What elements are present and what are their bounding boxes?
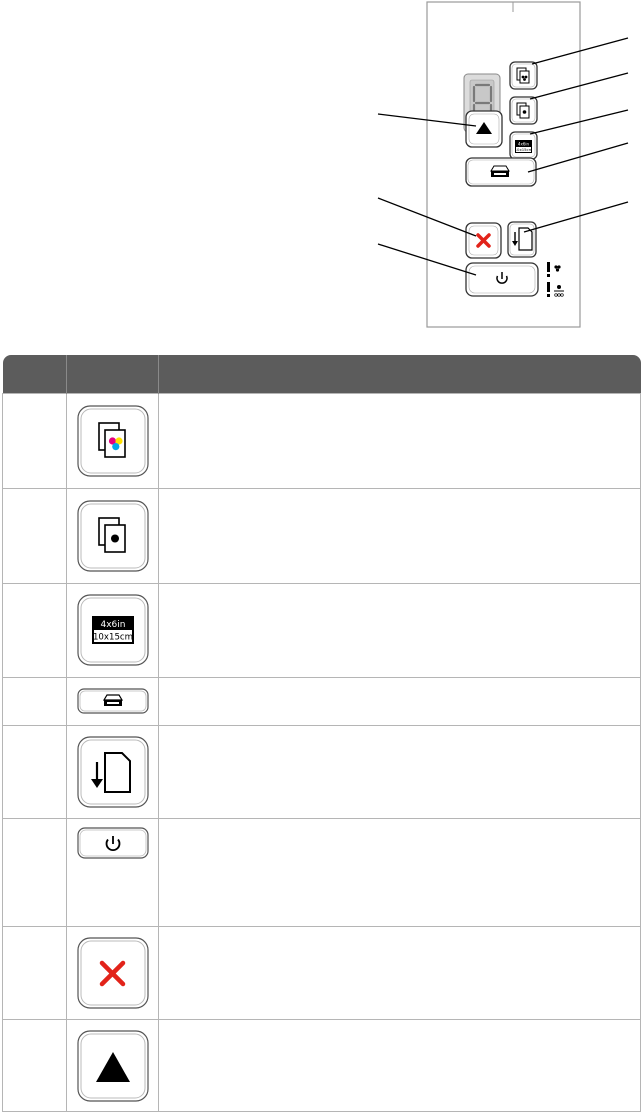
control-panel-diagram (0, 0, 642, 340)
row-number (3, 725, 67, 819)
row-number (3, 926, 67, 1020)
power-button[interactable] (466, 263, 538, 296)
panel-photo-bottom-label: 10x15cm (514, 147, 533, 152)
scan-button[interactable] (466, 158, 536, 186)
row-description (159, 394, 641, 489)
panel-photo-top-label: 4x6in (517, 141, 530, 147)
column-header-icon (67, 355, 159, 394)
row-number (3, 488, 67, 583)
row-description (159, 819, 641, 926)
table-row (3, 725, 641, 819)
table-row (3, 583, 641, 678)
row-description (159, 678, 641, 725)
photo-bottom-label: 10x15cm (92, 632, 133, 643)
row-number (3, 678, 67, 725)
photo-4x6-icon (77, 594, 149, 666)
up-arrow-icon (77, 1030, 149, 1102)
column-header-description (159, 355, 641, 394)
table-row (3, 678, 641, 725)
table-header-row (3, 355, 641, 394)
button-description-table (2, 355, 641, 1112)
row-number (3, 583, 67, 678)
color-copy-icon (77, 405, 149, 477)
table-row (3, 819, 641, 926)
color-copy-button[interactable] (510, 62, 537, 89)
photo-top-label: 4x6in (100, 620, 125, 631)
copies-up-button[interactable] (466, 111, 502, 147)
table-row (3, 926, 641, 1020)
row-number (3, 819, 67, 926)
row-number (3, 394, 67, 489)
column-header-number (3, 355, 67, 394)
cancel-x-icon (77, 937, 149, 1009)
black-copy-button[interactable] (510, 97, 537, 124)
row-number (3, 1020, 67, 1112)
table-row (3, 394, 641, 489)
photo-copy-button[interactable] (510, 132, 537, 159)
row-description (159, 926, 641, 1020)
row-description (159, 725, 641, 819)
row-description (159, 583, 641, 678)
row-description (159, 1020, 641, 1112)
paper-feed-button[interactable] (508, 222, 536, 257)
table-row (3, 1020, 641, 1112)
scanner-icon (77, 688, 149, 714)
paper-feed-icon (77, 736, 149, 808)
row-description (159, 488, 641, 583)
cancel-button[interactable] (466, 223, 501, 258)
power-icon (77, 827, 149, 859)
black-copy-icon (77, 500, 149, 572)
table-row (3, 488, 641, 583)
